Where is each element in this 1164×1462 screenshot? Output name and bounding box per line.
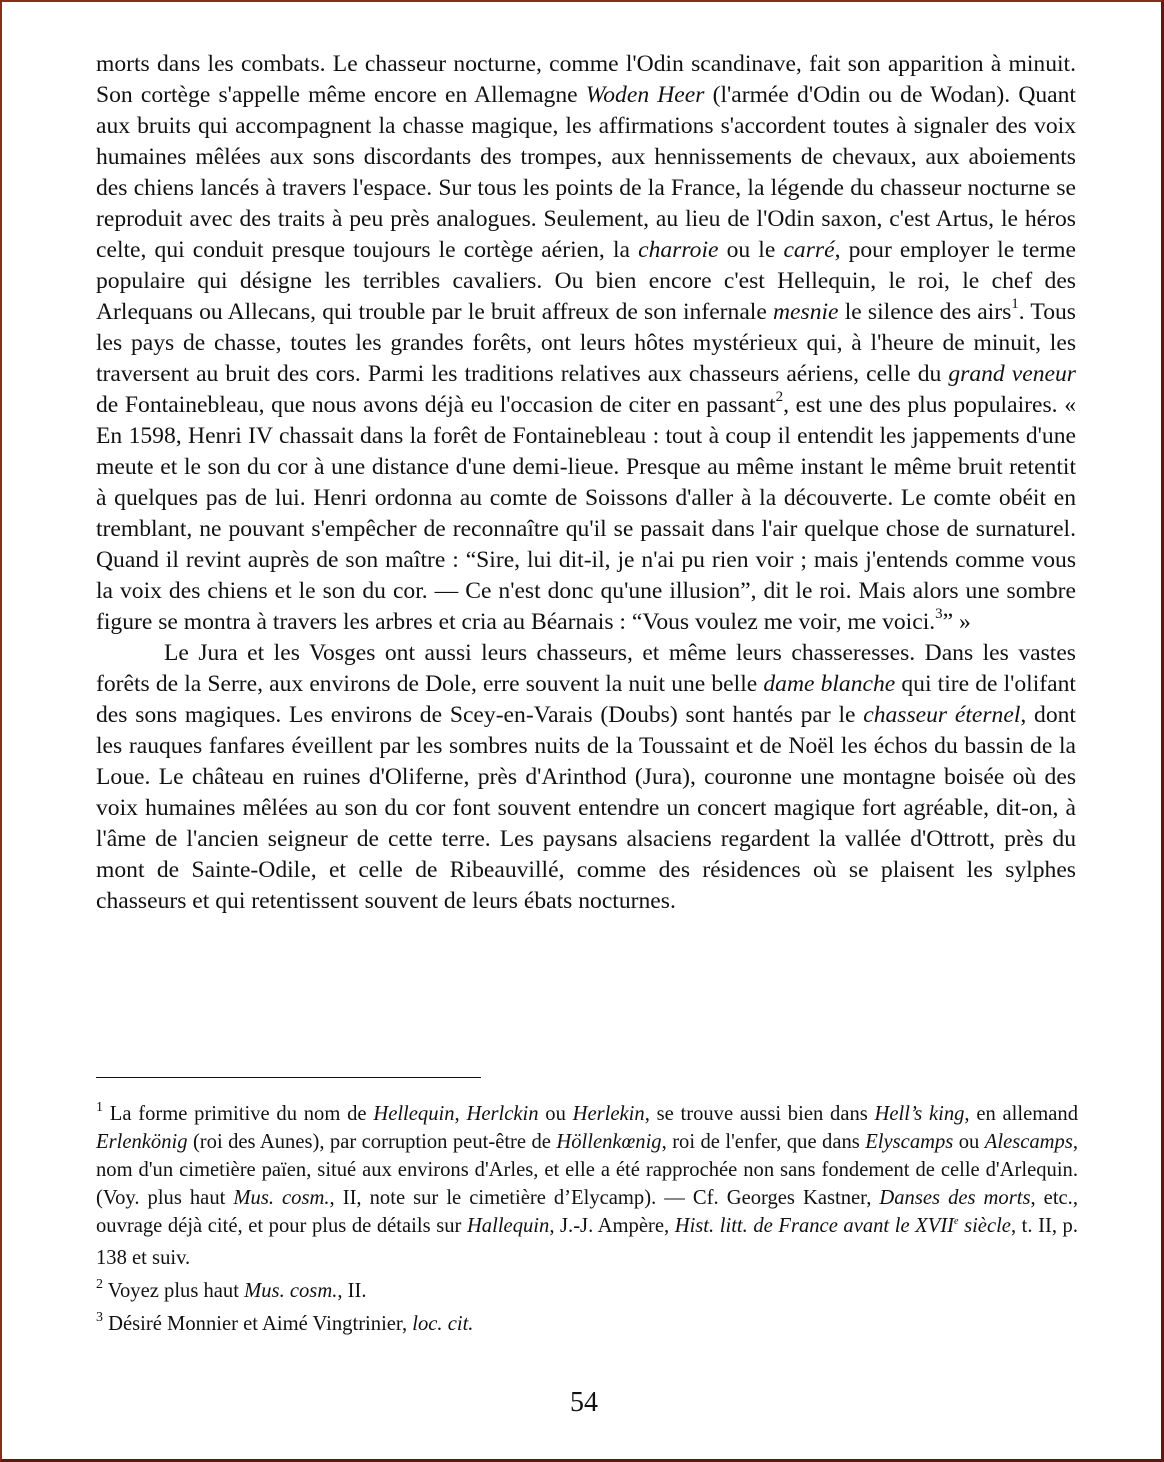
italic-run: Mus. cosm. xyxy=(233,1187,330,1209)
text-run: , nom d'un cimetière païen, situé aux environs d'Arles, et elle a été rapprochée non sans fondement de celle d'Arlequin. (Voy. plus haut xyxy=(96,1131,1078,1209)
italic-run: grand veneur xyxy=(948,361,1076,387)
text-run: (roi des Aunes), par corruption peut-être de xyxy=(187,1131,557,1153)
italic-run: Hallequin xyxy=(466,1215,550,1237)
text-run: morts dans les combats. Le chasseur nocturne, comme l'Odin scandinave, fait son apparition à minuit. Son cortège s'appelle même encore en Allemagne xyxy=(96,51,1076,108)
text-run: , t. II, p. 138 et suiv. xyxy=(96,1215,1078,1269)
italic-run: Hellequin xyxy=(373,1103,455,1125)
italic-run: Herlekin xyxy=(572,1103,645,1125)
italic-run: Danses des morts xyxy=(879,1187,1031,1209)
italic-run: charroie xyxy=(638,237,719,263)
footnote-number: 3 xyxy=(96,1310,103,1326)
text-run: qui tire de l'olifant des sons magiques. Les environs de Scey-en-Varais (Doubs) sont hantés par le xyxy=(96,671,1076,728)
footnote-2 xyxy=(96,1277,1078,1305)
body-text xyxy=(96,49,1076,917)
italic-run: carré xyxy=(783,237,835,263)
text-run: , se trouve aussi bien dans xyxy=(644,1103,875,1125)
italic-run: Hell’s king xyxy=(874,1103,965,1125)
text-run: , dont les rauques fanfares éveillent par les sombres nuits de la Toussaint et de Noël les échos du bassin de la Loue. Le château en ruines d'Oliferne, près d'Arinthod (Jura), couronne une montagne boisée où des voix humaines mêlées au son du cor font souvent entendre un concert magique fort agréable, dit-on, à l'âme de l'ancien seigneur de cette terre. Les paysans alsaciens regardent la vallée d'Ottrott, près du mont de Sainte-Odile, et celle de Ribeauvillé, comme des résidences où se plaisent les sylphes chasseurs et qui retentissent souvent de leurs ébats nocturnes. xyxy=(96,702,1076,914)
text-run: (l'armée d'Odin ou de Wodan). Quant aux bruits qui accompagnent la chasse magique, les affirmations s'accordent toutes à signaler des voix humaines mêlées aux sons discordants des trompes, aux hennissements de chevaux, aux aboiements des chiens lancés à travers l'espace. Sur tous les points de la France, la légende du chasseur nocturne se reproduit avec des traits à peu près analogues. Seulement, au lieu de l'Odin saxon, c'est Artus, le héros celte, qui conduit presque toujours le cortège aérien, la xyxy=(96,82,1076,263)
italic-run: siècle xyxy=(958,1215,1011,1237)
text-run: Voyez plus haut xyxy=(103,1280,245,1302)
footnote-number: 2 xyxy=(96,1277,103,1293)
italic-run: dame blanche xyxy=(763,671,896,697)
footnote-ref-3[interactable]: 3 xyxy=(935,606,943,623)
text-run: , II, note sur le cimetière d’Elycamp). — Cf. Georges Kastner, xyxy=(329,1187,880,1209)
italic-run: Mus. cosm. xyxy=(244,1280,338,1302)
page-number: 54 xyxy=(570,1387,598,1418)
italic-run: Erlenkönig xyxy=(96,1131,188,1153)
text-run: , xyxy=(454,1103,467,1125)
italic-run: Höllenkœnig xyxy=(556,1131,662,1153)
text-run: , roi de l'enfer, que dans xyxy=(661,1131,866,1153)
text-run: La forme primitive du nom de xyxy=(103,1103,374,1125)
text-run: le silence des airs xyxy=(838,299,1012,325)
footnote-separator xyxy=(96,1077,481,1078)
text-run: ou le xyxy=(718,237,784,263)
italic-run: Elyscamps xyxy=(865,1131,954,1153)
text-run: ou xyxy=(538,1103,573,1125)
superscript-letter: e xyxy=(954,1216,959,1227)
footnote-ref-2[interactable]: 2 xyxy=(775,389,784,406)
footnotes xyxy=(96,1100,1078,1343)
text-run: de Fontainebleau, que nous avons déjà eu l'occasion de citer en passant xyxy=(96,392,776,418)
text-run: , en allemand xyxy=(964,1103,1078,1125)
text-run: , etc., ouvrage déjà cité, et pour plus de détails sur xyxy=(96,1187,1078,1237)
text-run: Désiré Monnier et Aimé Vingtrinier, xyxy=(103,1313,413,1335)
paragraph-1 xyxy=(96,49,1076,638)
text-run: , est une des plus populaires. « En 1598, Henri IV chassait dans la forêt de Fontainebleau : tout à coup il entendit les jappements d'une meute et le son du cor à une distance d'une demi-lieue. Presque au même instant le même bruit retentit à quelques pas de lui. Henri ordonna au comte de Soissons d'aller à la découverte. Le comte obéit en tremblant, ne pouvant s'empêcher de reconnaître qu'il se passait dans l'air quelque chose de surnaturel. Quand il revint auprès de son maître : “Sire, lui dit-il, je n'ai pu rien voir ; mais j'entends comme vous la voix des chiens et le son du cor. — Ce n'est donc qu'une illusion”, dit le roi. Mais alors une sombre figure se montra à travers les arbres et cria au Béarnais : “Vous voulez me voir, me voici. xyxy=(96,392,1076,635)
paragraph-2 xyxy=(96,638,1076,917)
text-run: Le Jura et les Vosges ont aussi leurs chasseurs, et même leurs chasseresses. Dans les vastes forêts de la Serre, aux environs de Dole, erre souvent la nuit une belle xyxy=(96,640,1076,697)
italic-run: loc. cit. xyxy=(412,1313,474,1335)
text-run: , J.-J. Ampère, xyxy=(549,1215,675,1237)
footnote-1 xyxy=(96,1100,1078,1272)
italic-run: Hist. litt. de France avant le XVII xyxy=(674,1215,955,1237)
italic-run: chasseur éternel xyxy=(863,702,1021,728)
italic-run: Herlckin xyxy=(466,1103,539,1125)
footnote-3 xyxy=(96,1310,1078,1338)
italic-run: mesnie xyxy=(773,299,839,325)
footnote-number: 1 xyxy=(96,1100,103,1116)
italic-run: Woden Heer xyxy=(585,82,705,108)
text-run: ” » xyxy=(942,609,971,635)
footnote-ref-1[interactable]: 1 xyxy=(1011,296,1019,313)
text-run: ou xyxy=(953,1131,985,1153)
italic-run: Alescamps xyxy=(984,1131,1073,1153)
text-run: . Tous les pays de chasse, toutes les grandes forêts, ont leurs hôtes mystérieux qui, à l'heure de minuit, les traversent au bruit des cors. Parmi les traditions relatives aux chasseurs aériens, celle du xyxy=(96,299,1076,387)
text-run: , pour employer le terme populaire qui désigne les terribles cavaliers. Ou bien encore c'est Hellequin, le roi, le chef des Arlequans ou Allecans, qui trouble par le bruit affreux de son infernale xyxy=(96,237,1076,325)
text-run: , II. xyxy=(337,1280,367,1302)
